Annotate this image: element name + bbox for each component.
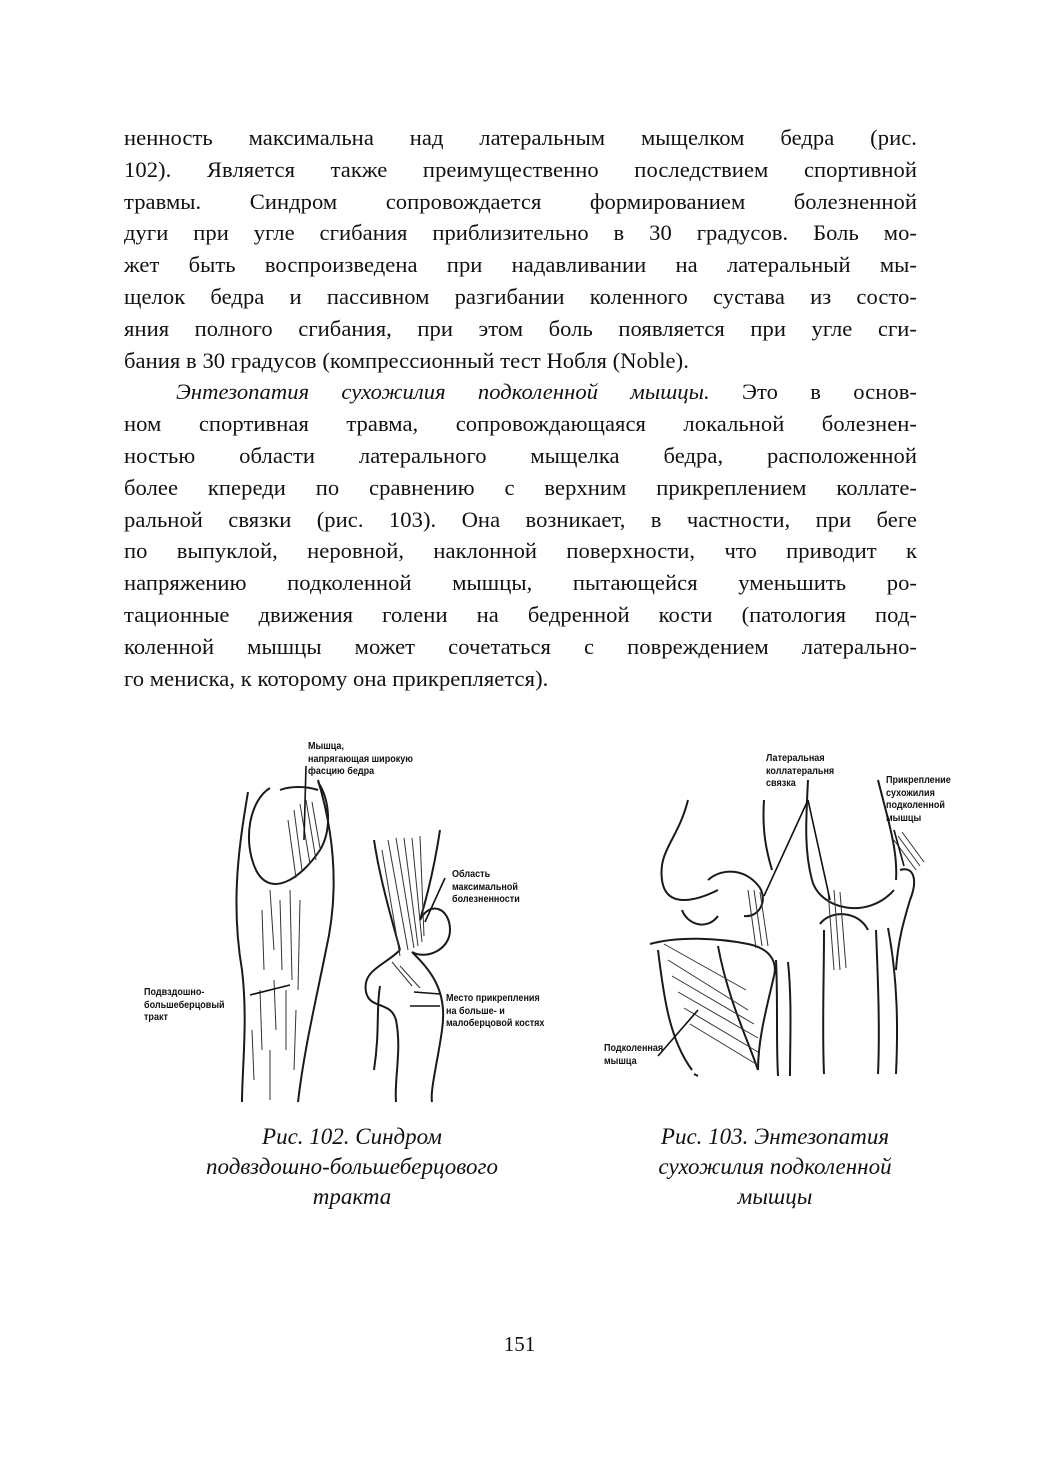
text-line: го мениска, к которому она прикрепляется). bbox=[124, 665, 549, 691]
label-line: подколенной bbox=[886, 799, 945, 811]
label-line: Место прикрепления bbox=[446, 992, 540, 1004]
label-line: Латеральная bbox=[766, 752, 825, 764]
label-line: мышца bbox=[604, 1054, 637, 1067]
text-line: ральной связки (рис. 103). Она возникает, в частности, при беге bbox=[124, 506, 917, 532]
label-line: тракт bbox=[144, 1011, 168, 1023]
paragraph-1 bbox=[124, 122, 917, 376]
text-line: бания в 30 градусов (компрессионный тест Нобля (Noble). bbox=[124, 347, 689, 373]
label-line: большеберцовый bbox=[144, 998, 225, 1011]
label-line: связка bbox=[766, 777, 796, 789]
label-line: малоберцовой костях bbox=[446, 1017, 545, 1029]
text-line: щелок бедра и пассивном разгибании коленного сустава из состо- bbox=[124, 283, 917, 309]
text-line: ненность максимальна над латеральным мыщелком бедра (рис. bbox=[124, 125, 917, 150]
label-line: болезненности bbox=[452, 893, 520, 905]
caption-line: Рис. 103. Энтезопатия bbox=[660, 1124, 890, 1149]
caption-figure-103 bbox=[610, 1122, 940, 1212]
label-tract bbox=[144, 986, 225, 1024]
caption-figure-102 bbox=[150, 1122, 554, 1212]
label-line: напрягающая широкую bbox=[308, 752, 413, 765]
thigh-illustration bbox=[130, 730, 590, 1110]
label-popliteus bbox=[604, 1042, 663, 1067]
caption-line: подвздошно-большеберцового bbox=[206, 1154, 498, 1179]
text-line: жет быть воспроизведена при надавливании на латеральный мы- bbox=[124, 252, 917, 278]
label-pain-area bbox=[452, 868, 520, 906]
label-muscle bbox=[308, 740, 413, 778]
label-line: фасцию бедра bbox=[308, 765, 375, 777]
label-tendon bbox=[886, 774, 951, 824]
figure-103 bbox=[598, 740, 968, 1110]
page-number: 151 bbox=[503, 1332, 536, 1356]
label-line: мышцы bbox=[886, 811, 922, 824]
label-line: сухожилия bbox=[886, 786, 935, 799]
label-line: Подвздошно- bbox=[144, 986, 205, 998]
label-line: коллатеральня bbox=[766, 764, 835, 777]
text-line: более кпереди по сравнению с верхним прикреплением коллате- bbox=[124, 474, 917, 500]
label-line: Прикрепление bbox=[886, 774, 951, 786]
label-line: Мышца, bbox=[308, 740, 344, 752]
text-line: ном спортивная травма, сопровождающаяся локальной болезнен- bbox=[124, 411, 917, 437]
text-line: ностью области латерального мыщелка бедра, расположенной bbox=[124, 442, 917, 468]
text-line: тационные движения голени на бедренной кости (патология под- bbox=[124, 601, 917, 627]
label-attachment bbox=[446, 992, 544, 1030]
label-ligament bbox=[766, 752, 834, 790]
text-line bbox=[124, 376, 917, 408]
paragraph-2 bbox=[124, 376, 917, 694]
caption-line: мышцы bbox=[737, 1184, 813, 1209]
caption-line: сухожилия подколенной bbox=[658, 1154, 892, 1179]
text-line: яния полного сгибания, при этом боль появляется при угле сги- bbox=[124, 315, 917, 341]
text-line: дуги при угле сгибания приблизительно в 30 градусов. Боль мо- bbox=[124, 220, 917, 246]
label-line: Область bbox=[452, 868, 491, 880]
figure-102 bbox=[130, 730, 590, 1110]
italic-term: Энтезопатия сухожилия подколенной мышцы. bbox=[176, 379, 710, 405]
label-line: максимальной bbox=[452, 880, 518, 893]
text-run: Это в основ- bbox=[709, 379, 917, 405]
text-line: по выпуклой, неровной, наклонной поверхности, что приводит к bbox=[124, 538, 917, 564]
caption-line: Рис. 102. Синдром bbox=[262, 1124, 442, 1149]
text-line: травмы. Синдром сопровождается формированием болезненной bbox=[124, 188, 917, 214]
label-line: на больше- и bbox=[446, 1004, 505, 1017]
text-line: 102). Является также преимущественно последствием спортивной bbox=[124, 156, 917, 182]
body-text bbox=[124, 122, 917, 694]
label-line: Подколенная bbox=[604, 1042, 664, 1054]
text-line: коленной мышцы может сочетаться с повреждением латерально- bbox=[124, 633, 917, 659]
text-line: напряжению подколенной мышцы, пытающейся уменьшить ро- bbox=[124, 570, 917, 596]
caption-line: тракта bbox=[312, 1184, 392, 1209]
